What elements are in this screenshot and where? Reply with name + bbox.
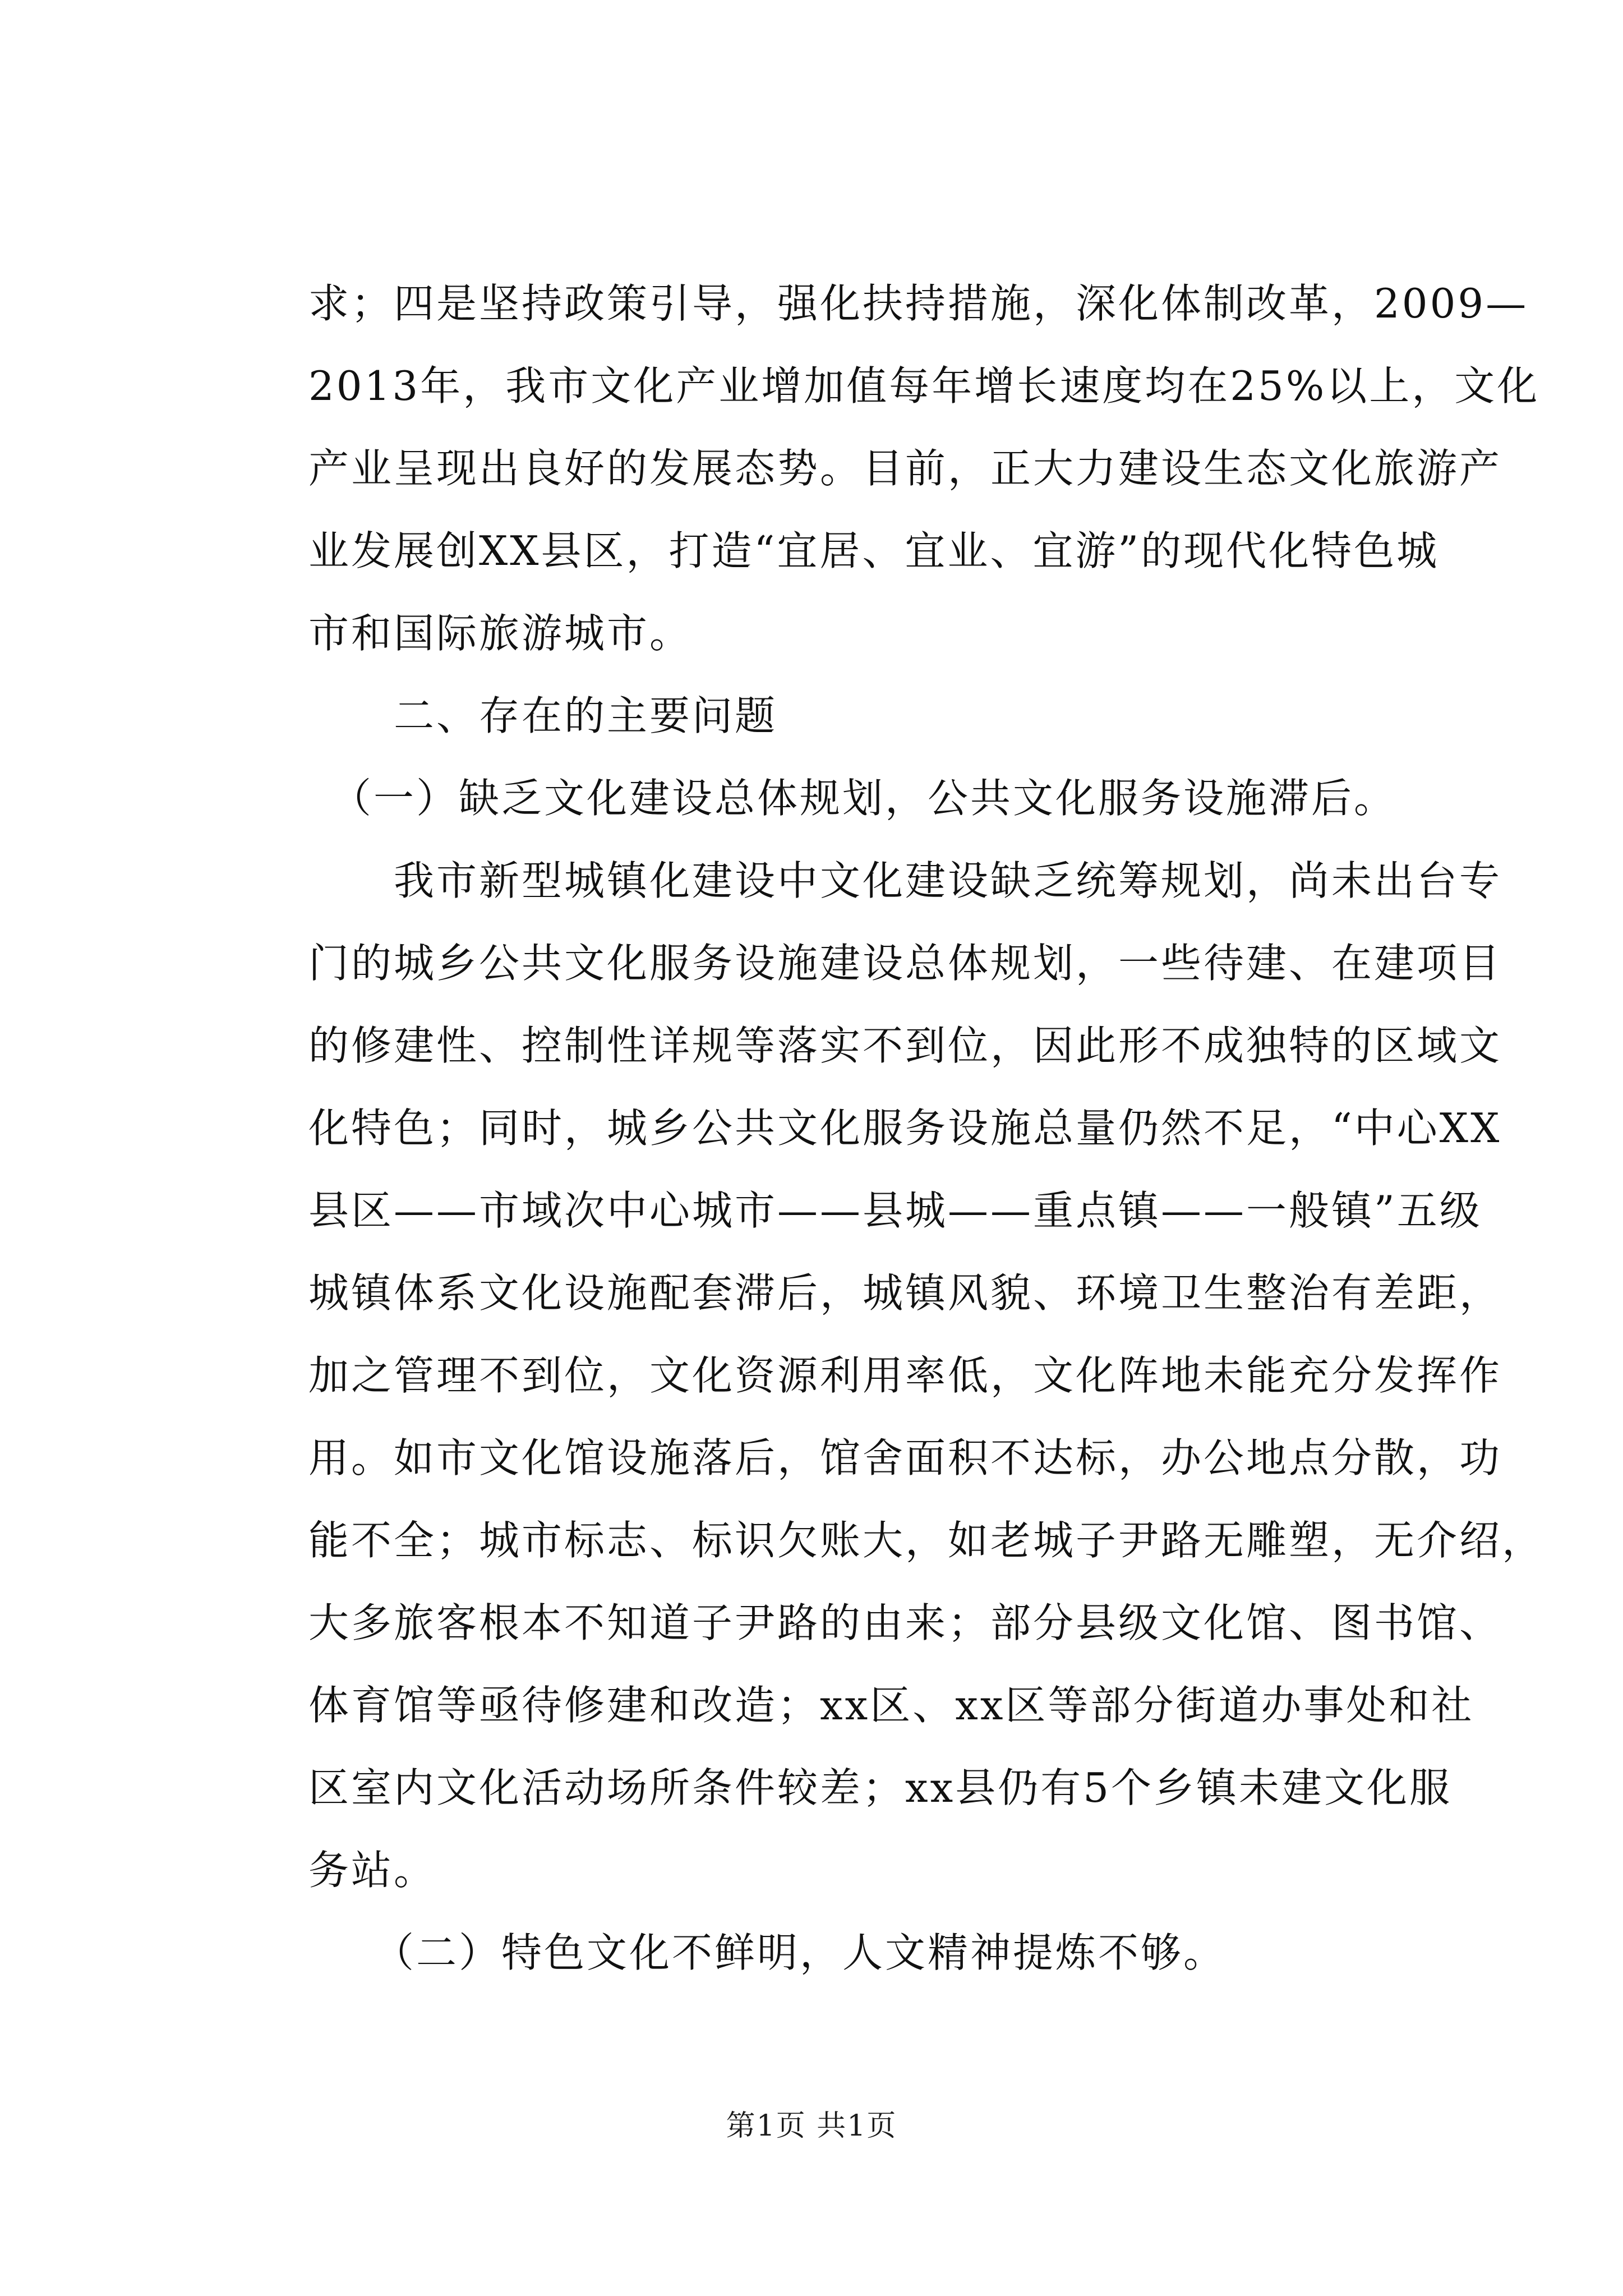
section-heading: 二、存在的主要问题 bbox=[308, 692, 778, 739]
text-line: 2013年，我市文化产业增加值每年增长速度均在25%以上，文化 bbox=[308, 362, 1540, 409]
text-line: 体育馆等亟待修建和改造；xx区、xx区等部分街道办事处和社 bbox=[308, 1682, 1474, 1729]
text-line: 大多旅客根本不知道子尹路的由来；部分县级文化馆、图书馆、 bbox=[308, 1599, 1502, 1646]
text-line: 求；四是坚持政策引导，强化扶持措施，深化体制改革，2009— bbox=[308, 280, 1529, 327]
text-line: 用。如市文化馆设施落后，馆舍面积不达标，办公地点分散，功 bbox=[308, 1434, 1502, 1481]
page-footer: 第1页 共1页 bbox=[726, 2109, 897, 2143]
subsection-heading: （一）缺乏文化建设总体规划，公共文化服务设施滞后。 bbox=[308, 775, 1397, 822]
text-line: 的修建性、控制性详规等落实不到位，因此形不成独特的区域文 bbox=[308, 1022, 1502, 1069]
text-line: 城镇体系文化设施配套滞后，城镇风貌、环境卫生整治有差距， bbox=[308, 1269, 1502, 1317]
text-line: 业发展创XX县区，打造“宜居、宜业、宜游”的现代化特色城 bbox=[308, 527, 1440, 574]
text-line: 市和国际旅游城市。 bbox=[308, 610, 693, 657]
text-line: 产业呈现出良好的发展态势。目前，正大力建设生态文化旅游产 bbox=[308, 445, 1502, 492]
subsection-heading: （二）特色文化不鲜明，人文精神提炼不够。 bbox=[308, 1929, 1227, 1976]
text-line: 区室内文化活动场所条件较差；xx县仍有5个乡镇未建文化服 bbox=[308, 1764, 1453, 1811]
text-line: 能不全；城市标志、标识欠账大，如老城子尹路无雕塑，无介绍， bbox=[308, 1517, 1545, 1564]
text-line: 我市新型城镇化建设中文化建设缺乏统筹规划，尚未出台专 bbox=[308, 857, 1502, 904]
text-line: 加之管理不到位，文化资源利用率低，文化阵地未能充分发挥作 bbox=[308, 1352, 1502, 1399]
text-line: 门的城乡公共文化服务设施建设总体规划，一些待建、在建项目 bbox=[308, 940, 1502, 987]
text-line: 县区——市域次中心城市——县城——重点镇——一般镇”五级 bbox=[308, 1187, 1482, 1234]
text-line: 务站。 bbox=[308, 1847, 437, 1894]
text-line: 化特色；同时，城乡公共文化服务设施总量仍然不足，“中心XX bbox=[308, 1105, 1502, 1152]
